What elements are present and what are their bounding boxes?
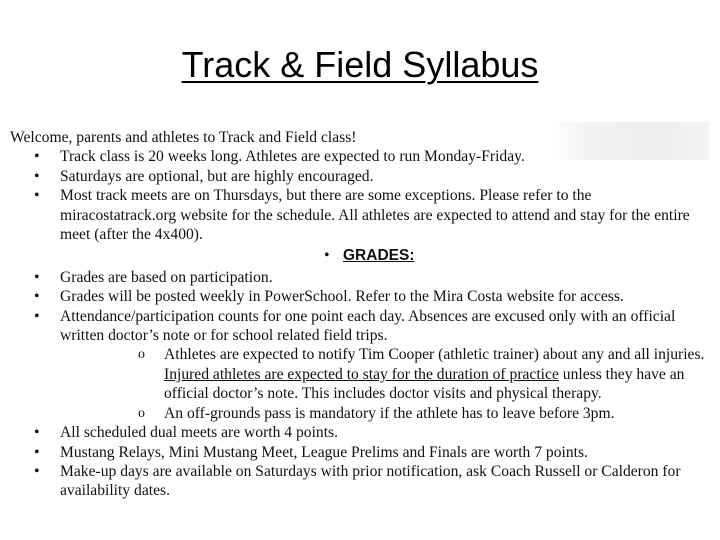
bullet-saturdays: • Saturdays are optional, but are highly encouraged.: [10, 167, 710, 186]
bullet-grades-participation: • Grades are based on participation.: [10, 268, 710, 287]
grades-heading: GRADES:: [343, 247, 415, 265]
attendance-sublist: [60, 345, 710, 423]
bullet-attendance: [10, 307, 710, 423]
bullet-grades-powerschool: • Grades will be posted weekly in PowerSchool. Refer to the Mira Costa website for access.: [10, 287, 710, 306]
bullet-relays: • Mustang Relays, Mini Mustang Meet, League Prelims and Finals are worth 7 points.: [10, 443, 710, 462]
subitem-injuries: [60, 345, 710, 403]
slide-title-text: Track & Field Syllabus: [181, 44, 539, 85]
welcome-line: Welcome, parents and athletes to Track and Field class!: [10, 129, 357, 146]
injury-tail-text: unless they have an official doctor’s note. This includes doctor visits and physical therapy.: [164, 365, 685, 403]
slide-title: [0, 44, 720, 86]
syllabus-document: [10, 128, 710, 501]
subitem-off-grounds: o An off-grounds pass is mandatory if the athlete has to leave before 3pm.: [60, 404, 710, 423]
attendance-text: Attendance/participation counts for one point each day. Absences are excused only with an official written doctor’s note or for school related field trips.: [60, 307, 676, 345]
bullet-class-length: • Track class is 20 weeks long. Athletes are expected to run Monday-Friday.: [10, 147, 710, 166]
bullet-track-meets: • Most track meets are on Thursdays, but there are some exceptions. Please refer to the miracostatrack.org website for the schedule. All athletes are expected to attend and stay for the entire meet (after the 4x400).: [10, 186, 710, 244]
injury-underlined-text: Injured athletes are expected to stay for the duration of practice: [164, 365, 559, 383]
syllabus-list: [10, 147, 710, 500]
bullet-makeup-days: • Make-up days are available on Saturdays with prior notification, ask Coach Russell or Calderon for availability dates.: [10, 462, 710, 501]
injury-lead-text: Athletes are expected to notify Tim Cooper (athletic trainer) about any and all injuries.: [164, 346, 705, 364]
bullet-dual-meets: • All scheduled dual meets are worth 4 points.: [10, 423, 710, 442]
grades-heading-item: [10, 246, 710, 265]
